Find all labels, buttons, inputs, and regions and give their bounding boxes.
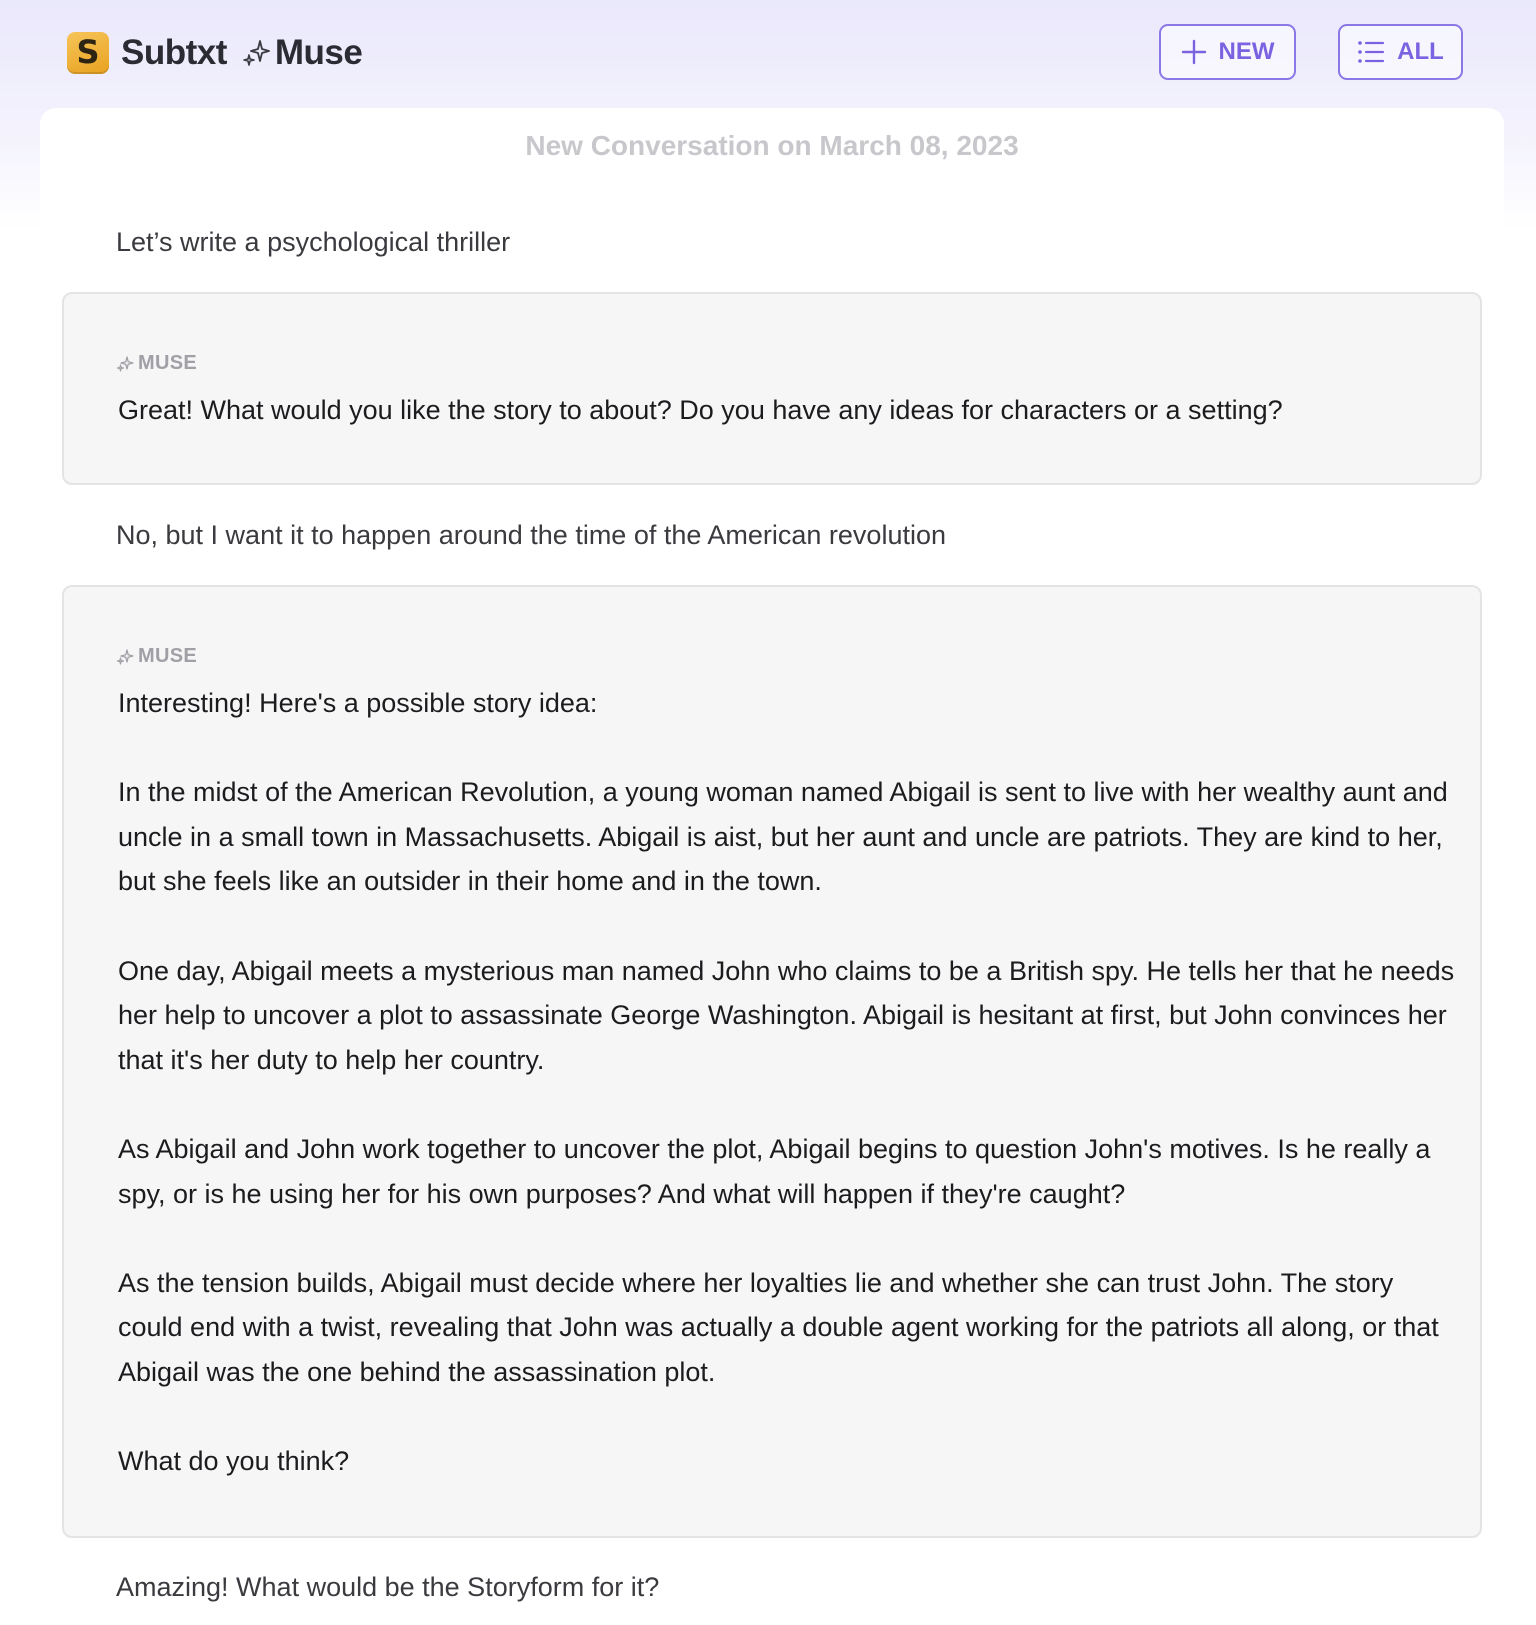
- user-message: No, but I want it to happen around the time of the American revolution: [116, 520, 946, 550]
- brand-product-name: Muse: [274, 33, 363, 72]
- plus-icon: [1181, 39, 1207, 65]
- response-paragraph: One day, Abigail meets a mysterious man named John who claims to be a British spy. He tells her that he needs her help to uncover a plot to assassinate George Washington. Abigail is hesitant at first, but John convinces her that it's her duty to help her country.: [118, 955, 1455, 1075]
- sparkle-icon: [241, 38, 271, 68]
- user-message: Let’s write a psychological thriller: [116, 227, 511, 257]
- muse-response-text: [118, 681, 1458, 1484]
- response-paragraph: Great! What would you like the story to about? Do you have any ideas for characters or a setting?: [118, 395, 1283, 425]
- response-paragraph: As the tension builds, Abigail must decide where her loyalties lie and whether she can trust John. The story could end with a twist, revealing that John was actually a double agent working for the patriots all along, or that Abigail was the one behind the assassination plot.: [118, 1267, 1439, 1387]
- all-button-label: ALL: [1397, 38, 1444, 65]
- all-conversations-button[interactable]: [1338, 24, 1463, 80]
- conversation-title: New Conversation on March 08, 2023: [525, 130, 1019, 161]
- new-conversation-button[interactable]: [1159, 24, 1296, 80]
- sparkle-icon: [116, 355, 134, 373]
- logo-letter: S: [76, 33, 100, 71]
- muse-label-text: MUSE: [138, 645, 197, 667]
- response-paragraph: In the midst of the American Revolution, a young woman named Abigail is sent to live with her wealthy aunt and uncle in a small town in Massachusetts. Abigail is aist, but her aunt and uncle are patriots. They are kind to her, but she feels like an outsider in their home and in the town.: [118, 777, 1448, 897]
- app-header: [0, 0, 1536, 108]
- muse-response-card: [62, 292, 1482, 485]
- response-paragraph: As Abigail and John work together to uncover the plot, Abigail begins to question John's motives. Is he really a spy, or is he using her for his own purposes? And what will happen if they're caught?: [118, 1133, 1431, 1209]
- sparkle-icon: [116, 648, 134, 666]
- subtxt-logo: [67, 32, 109, 74]
- brand[interactable]: [67, 31, 362, 75]
- user-message: Amazing! What would be the Storyform for it?: [116, 1572, 660, 1602]
- muse-label: [116, 645, 197, 668]
- muse-label: [116, 352, 197, 375]
- list-icon: [1357, 39, 1385, 65]
- brand-name: Subtxt: [121, 33, 227, 72]
- new-button-label: NEW: [1218, 38, 1275, 65]
- response-paragraph: Interesting! Here's a possible story idea:: [118, 688, 598, 718]
- muse-label-text: MUSE: [138, 352, 197, 374]
- response-paragraph: What do you think?: [118, 1446, 350, 1477]
- muse-response-card: [62, 585, 1482, 1538]
- muse-response-text: [118, 388, 1458, 433]
